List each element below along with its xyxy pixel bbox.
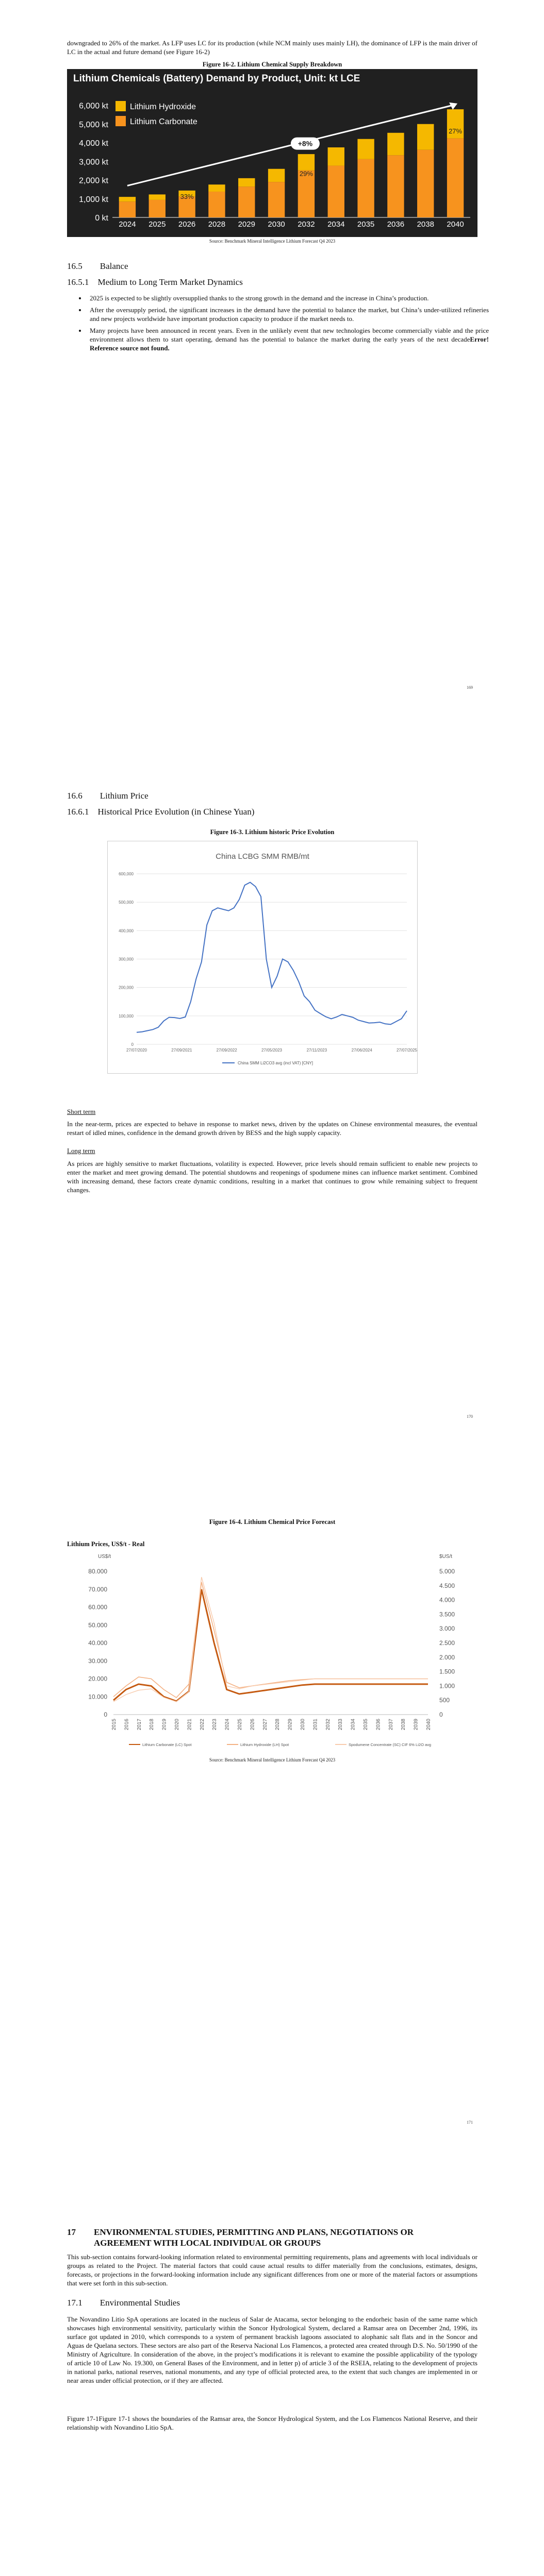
- y-right-tick-label: 2.000: [439, 1653, 455, 1661]
- y-tick-label: 0: [131, 1042, 134, 1047]
- y-tick-label: 100,000: [119, 1013, 134, 1019]
- y-tick-label: 6,000 kt: [79, 101, 108, 111]
- x-tick-label: 2029: [238, 220, 255, 229]
- price-series-line: [113, 1589, 428, 1701]
- x-tick-label: 2016: [124, 1719, 130, 1731]
- bar-lithium-carbonate: [357, 159, 374, 217]
- x-tick-label: 27/07/2020: [126, 1048, 147, 1053]
- y-right-tick-label: 2.500: [439, 1639, 455, 1647]
- section-16-6-1-heading: 16.6.1 Historical Price Evolution (in Chinese Yuan): [67, 807, 255, 817]
- x-tick-label: 2037: [388, 1719, 394, 1731]
- x-tick-label: 2026: [178, 220, 196, 229]
- x-tick-label: 2032: [325, 1719, 331, 1731]
- page-number: 171: [467, 2120, 473, 2125]
- x-tick-label: 2025: [237, 1719, 243, 1731]
- y-tick-label: 600,000: [119, 872, 134, 877]
- intro-paragraph: downgraded to 26% of the market. As LFP uses LC for its production (while NCM mainly uses mainly LH), the dominance of LFP is the main driver of LC in the actual and future demand (see Figure 16-2): [67, 39, 477, 56]
- x-tick-label: 27/07/2025: [396, 1048, 417, 1053]
- bar-lithium-hydroxide: [328, 147, 344, 166]
- y-left-tick-label: 80.000: [88, 1568, 107, 1575]
- bar-lithium-carbonate: [208, 192, 225, 217]
- x-tick-label: 2028: [275, 1719, 281, 1731]
- x-tick-label: 2025: [149, 220, 166, 229]
- short-term-label: Short term: [67, 1108, 96, 1115]
- y-left-label: US$/t: [98, 1554, 111, 1560]
- y-left-tick-label: 50.000: [88, 1621, 107, 1629]
- bar-lithium-carbonate: [387, 155, 404, 217]
- y-tick-label: 2,000 kt: [79, 176, 108, 185]
- y-tick-label: 0 kt: [95, 214, 108, 223]
- y-tick-label: 300,000: [119, 957, 134, 962]
- x-tick-label: 2039: [413, 1719, 419, 1731]
- y-left-tick-label: 30.000: [88, 1657, 107, 1665]
- long-term-paragraph: As prices are highly sensitive to market fluctuations, volatility is expected. However, price levels should remain sufficient to enable new projects to enter the market and meet growing demand. The potential shutdowns and reopenings of spodumene mines can influence market sentiment. Combined with increasing demand, these factors create dynamic conditions, resulting in a market that continues to grow while remaining subject to frequent changes.: [67, 1160, 477, 1194]
- reference-error-text: Error! Reference source not found.: [90, 335, 489, 352]
- y-right-tick-label: 0: [439, 1711, 443, 1718]
- bar-lithium-carbonate: [238, 187, 255, 217]
- y-tick-label: 400,000: [119, 928, 134, 934]
- legend-swatch: [116, 101, 126, 111]
- x-tick-label: 2018: [149, 1719, 155, 1731]
- bar-lithium-hydroxide: [208, 184, 225, 192]
- x-tick-label: 2036: [375, 1719, 382, 1731]
- figure-16-2-source: Source: Benchmark Mineral Intelligence Lithium Forecast Q4 2023: [209, 239, 336, 244]
- y-right-tick-label: 4.000: [439, 1596, 455, 1604]
- figure-16-4-source: Source: Benchmark Mineral Intelligence Lithium Forecast Q4 2023: [209, 1757, 336, 1762]
- figure-reference-paragraph: Figure 17-1Figure 17-1 shows the boundaries of the Ramsar area, the Soncor Hydrological System, and the Los Flamencos National Reserve, and their relationship with Novandino Litio SpA.: [67, 2415, 477, 2431]
- x-tick-label: 2036: [387, 220, 405, 229]
- x-tick-label: 2040: [426, 1719, 432, 1731]
- y-right-tick-label: 1.500: [439, 1668, 455, 1675]
- bar-lithium-carbonate: [119, 201, 136, 217]
- legend-label: Spodumene Concentrate (SC) CIF 6% Li2O avg: [349, 1742, 432, 1747]
- y-tick-label: 5,000 kt: [79, 120, 108, 129]
- bar-lithium-hydroxide: [417, 124, 434, 150]
- bar-lithium-hydroxide: [357, 139, 374, 159]
- legend-label: China SMM Li2CO3 avg (incl VAT) [CNY]: [238, 1061, 313, 1065]
- lithium-historic-price-chart: [107, 841, 418, 1074]
- figure-16-4-subtitle: Lithium Prices, US$/t - Real: [67, 1540, 145, 1548]
- bar-lithium-carbonate: [149, 200, 166, 217]
- cagr-label: +8%: [298, 139, 313, 148]
- y-left-tick-label: 60.000: [88, 1603, 107, 1611]
- x-tick-label: 2035: [357, 220, 375, 229]
- chart-title: Lithium Chemicals (Battery) Demand by Product, Unit: kt LCE: [73, 73, 360, 84]
- y-right-tick-label: 3.000: [439, 1625, 455, 1633]
- price-series-line: [137, 883, 407, 1032]
- lithium-price-forecast-chart-svg: [67, 1551, 477, 1755]
- y-left-tick-label: 40.000: [88, 1639, 107, 1647]
- bullet-text: Many projects have been announced in recent years. Even in the unlikely event that new technologies become commercially viable and the price environment allows them to start operating, demand has the potential to balance the market during the early years of the next decade: [90, 327, 489, 343]
- x-tick-label: 2015: [111, 1719, 117, 1731]
- x-tick-label: 2026: [250, 1719, 256, 1731]
- figure-16-2-caption: Figure 16-2. Lithium Chemical Supply Breakdown: [202, 61, 342, 68]
- share-annotation: 29%: [299, 170, 313, 178]
- x-tick-label: 2028: [208, 220, 226, 229]
- share-annotation: 33%: [180, 192, 194, 200]
- x-tick-label: 2032: [298, 220, 315, 229]
- section-16-5-1-heading: 16.5.1 Medium to Long Term Market Dynamics: [67, 277, 243, 287]
- lithium-price-forecast-chart: [67, 1551, 477, 1755]
- page-number: 169: [467, 685, 473, 690]
- lithium-demand-chart: [67, 69, 477, 237]
- price-series-line: [113, 1582, 428, 1698]
- x-tick-label: 2033: [338, 1719, 344, 1731]
- y-tick-label: 500,000: [119, 900, 134, 905]
- section-16-5-heading: 16.5 Balance: [67, 261, 128, 271]
- y-tick-label: 200,000: [119, 985, 134, 990]
- x-tick-label: 2024: [119, 220, 136, 229]
- bar-lithium-hydroxide: [268, 169, 285, 182]
- y-left-tick-label: 70.000: [88, 1585, 107, 1593]
- section-17-title: ENVIRONMENTAL STUDIES, PERMITTING AND PLANS, NEGOTIATIONS OR AGREEMENT WITH LOCAL INDIVIDUAL OR GROUPS: [94, 2227, 414, 2248]
- lithium-historic-price-chart-svg: [108, 841, 417, 1073]
- x-tick-label: 27/09/2022: [216, 1048, 237, 1053]
- x-tick-label: 2038: [401, 1719, 407, 1731]
- x-tick-label: 27/05/2023: [261, 1048, 283, 1053]
- section-16-6-heading: 16.6 Lithium Price: [67, 791, 149, 801]
- section-17-intro-paragraph: This sub-section contains forward-looking information related to environmental permitting requirements, plans and agreements with local individuals or groups as related to the Project. The material factors that could cause actual results to differ materially from the conclusions, estimates, designs, forecasts, or projections in the forward-looking information include any significant differences from one or more of the material factors or assumptions that were set forth in this sub-section.: [67, 2253, 477, 2287]
- figure-16-3-caption: Figure 16-3. Lithium historic Price Evolution: [210, 828, 335, 836]
- y-tick-label: 4,000 kt: [79, 139, 108, 148]
- bar-lithium-carbonate: [417, 150, 434, 217]
- long-term-label: Long term: [67, 1147, 95, 1155]
- legend-label: Lithium Carbonate: [130, 117, 197, 126]
- x-tick-label: 2024: [224, 1719, 230, 1731]
- market-dynamics-list: [67, 294, 489, 355]
- x-tick-label: 2021: [187, 1719, 193, 1731]
- x-tick-label: 27/11/2023: [306, 1048, 327, 1053]
- x-tick-label: 2035: [363, 1719, 369, 1731]
- bar-lithium-carbonate: [268, 182, 285, 217]
- x-tick-label: 27/06/2024: [351, 1048, 372, 1053]
- legend-label: Lithium Carbonate (LC) Spot: [142, 1742, 192, 1747]
- bar-lithium-hydroxide: [119, 197, 136, 201]
- x-tick-label: 2040: [447, 220, 464, 229]
- x-tick-label: 2019: [161, 1719, 168, 1731]
- bar-lithium-carbonate: [447, 139, 464, 217]
- x-tick-label: 2030: [268, 220, 285, 229]
- y-right-tick-label: 3.500: [439, 1611, 455, 1618]
- x-tick-label: 2031: [312, 1719, 319, 1731]
- x-tick-label: 2022: [199, 1719, 205, 1731]
- x-tick-label: 2020: [174, 1719, 180, 1731]
- y-right-tick-label: 5.000: [439, 1568, 455, 1575]
- legend-label: Lithium Hydroxide (LH) Spot: [240, 1742, 289, 1747]
- y-tick-label: 3,000 kt: [79, 158, 108, 167]
- x-tick-label: 2017: [136, 1719, 142, 1731]
- y-right-label: $US/t: [439, 1554, 453, 1560]
- environmental-studies-paragraph: The Novandino Litio SpA operations are located in the nucleus of Salar de Atacama, sector belonging to the endorheic basin of the same name which showcases high environmental sensitivity, particularly within the Soncor Hydrological System, declared a Ramsar area on December 2nd, 1996, its surface got updated in 2010, which corresponds to a system of permanent brackish lagoons associated to alophanic salt flats and in the Soncor and Aguas de Quelana sectors. These sectors are also part of the Reserva Nacional Los Flamencos, a protected area created through D.S. No. 50/1990 of the Ministry of Agriculture. In consideration of the above, in the project’s modifications it is relevant to examine the possible applicability of the typology of article 10 of Law No. 19.300, on General Bases of the Environment, and in letter p) of article 3 of the RSEIA, relating to the development of projects in national parks, national reserves, national monuments, and any type of official protected area, to the extent that such changes are implemented in or near areas under official protection, or if they are affected.: [67, 2315, 477, 2384]
- bar-lithium-carbonate: [328, 166, 344, 217]
- y-tick-label: 1,000 kt: [79, 195, 108, 204]
- y-right-tick-label: 500: [439, 1697, 450, 1704]
- x-tick-label: 2038: [417, 220, 434, 229]
- x-tick-label: 2030: [300, 1719, 306, 1731]
- bullet-item: [87, 326, 489, 352]
- y-right-tick-label: 4.500: [439, 1582, 455, 1589]
- x-tick-label: 2023: [212, 1719, 218, 1731]
- bullet-item: • 2025 is expected to be slightly oversupplied thanks to the strong growth in the demand and the increase in China’s production.: [87, 294, 489, 302]
- section-17-1-heading: 17.1 Environmental Studies: [67, 2298, 180, 2308]
- bar-lithium-hydroxide: [238, 178, 255, 187]
- chart-title: China LCBG SMM RMB/mt: [216, 852, 309, 861]
- figure-16-4-caption: Figure 16-4. Lithium Chemical Price Forecast: [209, 1518, 336, 1526]
- y-right-tick-label: 1.000: [439, 1682, 455, 1690]
- x-tick-label: 2034: [327, 220, 345, 229]
- short-term-paragraph: In the near-term, prices are expected to behave in response to market news, driven by the updates on Chinese environmental measures, the eventual restart of idled mines, confidence in the demand growth driven by BESS and the high supply capacity.: [67, 1120, 477, 1137]
- y-left-tick-label: 0: [104, 1711, 107, 1718]
- y-left-tick-label: 20.000: [88, 1675, 107, 1683]
- bar-lithium-hydroxide: [149, 194, 166, 200]
- bar-lithium-hydroxide: [387, 133, 404, 156]
- x-tick-label: 2034: [350, 1719, 356, 1731]
- bullet-item: • After the oversupply period, the significant increases in the demand have the potential to balance the market, but China’s under-utilized refineries and new projects worldwide have important production capacity to produce if the market needs to.: [87, 306, 489, 323]
- page-number: 170: [467, 1414, 473, 1419]
- y-left-tick-label: 10.000: [88, 1693, 107, 1701]
- x-tick-label: 2029: [287, 1719, 293, 1731]
- x-tick-label: 27/09/2021: [171, 1048, 192, 1053]
- bar-lithium-hydroxide: [298, 154, 315, 171]
- legend-label: Lithium Hydroxide: [130, 103, 196, 111]
- share-annotation: 27%: [449, 127, 463, 135]
- section-17-number: 17: [67, 2227, 76, 2237]
- legend-swatch: [116, 116, 126, 126]
- lithium-demand-chart-svg: [67, 69, 477, 237]
- x-tick-label: 2027: [262, 1719, 268, 1731]
